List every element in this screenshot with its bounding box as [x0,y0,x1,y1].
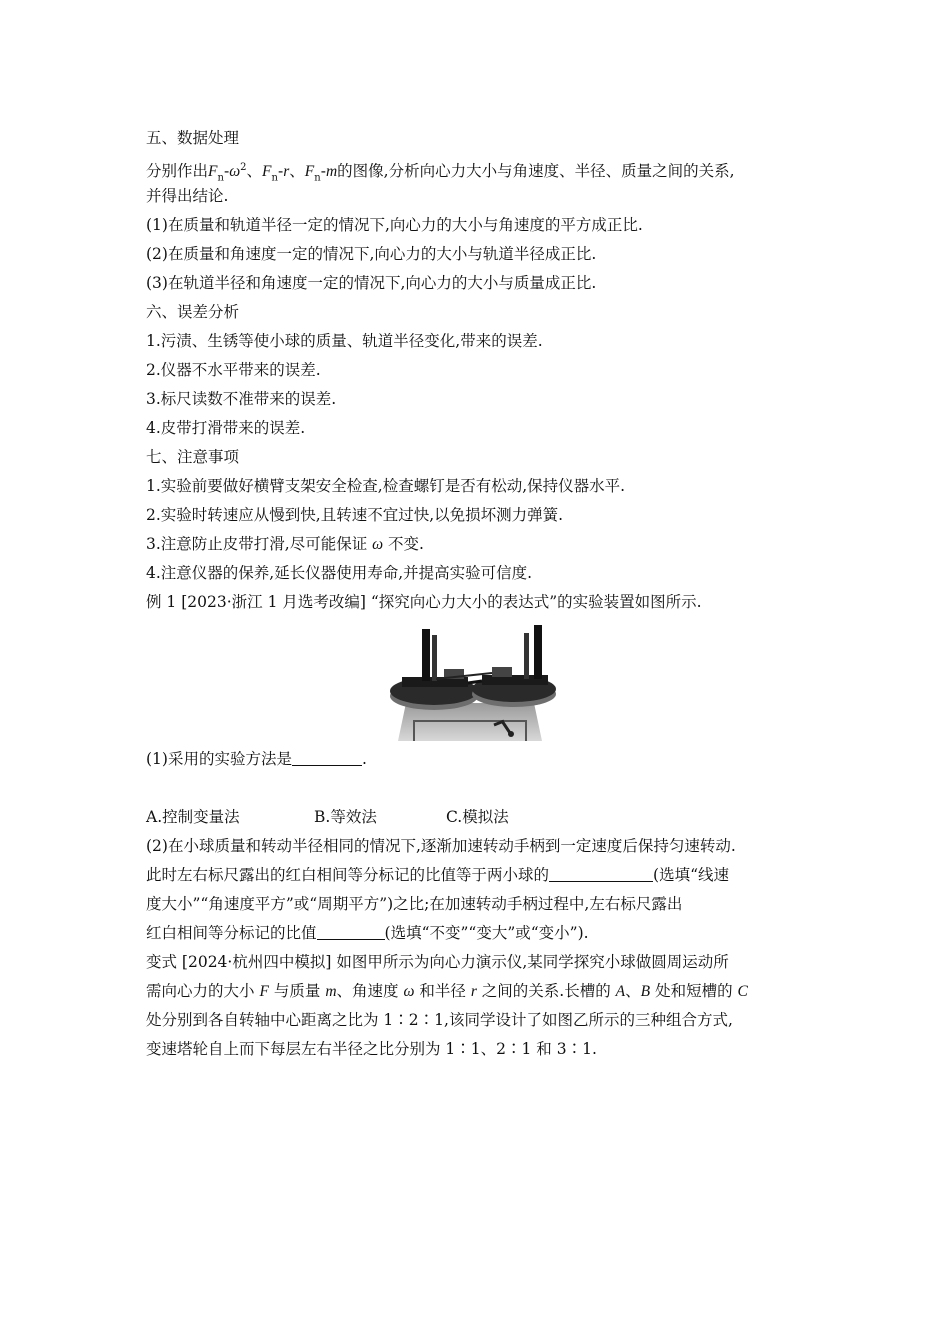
variant-text-d: 和半径 [419,982,466,1000]
example-header: 例 1 [2023·浙江 1 月选考改编] “探究向心力大小的表达式”的实验装置如图所示. [146,593,702,611]
data-processing-intro [146,153,818,182]
section-title-precautions: 七、注意事项 [146,448,240,466]
graph1-dash: - [223,162,230,181]
intro-text-b: 的图像,分析向心力大小与角速度、半径、质量之间的关系, [337,162,735,181]
question-2-line-1: (2)在小球质量和转动半径相同的情况下,逐渐加速转动手柄到一定速度后保持匀速转动. [146,837,736,855]
conclusion-2: (2)在质量和角速度一定的情况下,向心力的大小与轨道半径成正比. [146,245,597,263]
precaution-3-omega: ω [372,536,384,553]
variant-var-omega: ω [403,983,415,1000]
precaution-1: 1.实验前要做好横臂支架安全检查,检查螺钉是否有松动,保持仪器水平. [146,477,626,495]
precaution-2: 2.实验时转速应从慢到快,且转速不宜过快,以免损坏测力弹簧. [146,506,564,524]
option-c[interactable]: C.模拟法 [446,808,509,826]
conclusion-1: (1)在质量和轨道半径一定的情况下,向心力的大小与角速度的平方成正比. [146,216,643,234]
precaution-3-text-a: 3.注意防止皮带打滑,尽可能保证 [146,535,368,553]
variant-var-c: C [737,983,748,1000]
question-2-line-4 [146,919,818,948]
spacer [146,774,818,803]
question-1 [146,745,818,774]
error-item-4: 4.皮带打滑带来的误差. [146,419,306,437]
question-1-text: (1)采用的实验方法是 [146,750,292,768]
question-2-line-2 [146,861,818,890]
variant-var-f: F [259,983,269,1000]
variant-var-b: B [640,983,651,1000]
document-content [146,124,818,1064]
graph3-f: F [304,163,315,181]
section-title-data-processing: 五、数据处理 [146,129,240,147]
variant-text-a: 需向心力的大小 [146,982,255,1000]
precaution-3-text-b: 不变. [388,535,424,553]
graph1-var: ω [229,163,241,181]
variant-text-c: 、角速度 [336,982,399,1000]
sep1: 、 [246,162,263,181]
answer-blank-1[interactable] [292,747,362,766]
graph2-var: r [283,163,290,181]
question-2-line-4-tail: (选填“不变”“变大”或“变小”). [384,924,589,942]
graph3-sub: n [314,172,321,184]
precaution-3 [146,530,818,559]
variant-var-a: A [615,983,626,1000]
variant-text-f: 、 [625,982,641,1000]
question-2-line-3: 度大小”“角速度平方”或“周期平方”)之比;在加速转动手柄过程中,左右标尺露出 [146,895,683,913]
option-a[interactable]: A.控制变量法 [146,808,240,826]
variant-text-b: 与质量 [273,982,321,1000]
question-2-line-2-text: 此时左右标尺露出的红白相间等分标记的比值等于两小球的 [146,866,550,884]
question-1-end: . [361,750,367,768]
question-2-line-4-text: 红白相间等分标记的比值 [146,924,317,942]
section-title-error-analysis: 六、误差分析 [146,303,240,321]
variant-text-e: 之间的关系.长槽的 [481,982,611,1000]
variant-line-4: 变速塔轮自上而下每层左右半径之比分别为 1∶1、2∶1 和 3∶1. [146,1040,597,1058]
error-item-3: 3.标尺读数不准带来的误差. [146,390,337,408]
graph1-sup: 2 [240,162,247,173]
graph1-f: F [208,163,218,181]
graph2-sub: n [271,172,278,184]
variant-line-2 [146,977,818,1006]
intro-text-c: 并得出结论. [146,187,229,205]
variant-var-m: m [325,983,337,1000]
variant-line-3: 处分别到各自转轴中心距离之比为 1∶2∶1,该同学设计了如图乙所示的三种组合方式, [146,1011,733,1029]
intro-text-a: 分别作出 [146,162,209,181]
variant-text-g: 处和短槽的 [655,982,733,1000]
variant-var-r: r [470,983,477,1000]
precaution-4: 4.注意仪器的保养,延长仪器使用寿命,并提高实验可信度. [146,564,533,582]
centripetal-force-apparatus-image [384,621,564,745]
error-item-2: 2.仪器不水平带来的误差. [146,361,321,379]
variant-line-1: 变式 [2024·杭州四中模拟] 如图甲所示为向心力演示仪,某同学探究小球做圆周运动所 [146,953,729,971]
error-item-1: 1.污渍、生锈等使小球的质量、轨道半径变化,带来的误差. [146,332,543,350]
graph2-dash: - [277,162,284,181]
graph3-dash: - [320,162,326,181]
option-b[interactable]: B.等效法 [314,808,377,826]
answer-blank-2[interactable] [549,863,653,882]
conclusion-3: (3)在轨道半径和角速度一定的情况下,向心力的大小与质量成正比. [146,274,597,292]
graph2-f: F [262,163,272,181]
question-1-options [146,803,818,832]
sep2: 、 [289,162,305,181]
graph3-var: m [325,163,338,181]
apparatus-figure [146,617,818,745]
graph1-sub: n [217,172,224,184]
question-2-line-2-tail: (选填“线速 [653,866,729,884]
answer-blank-3[interactable] [317,921,385,940]
